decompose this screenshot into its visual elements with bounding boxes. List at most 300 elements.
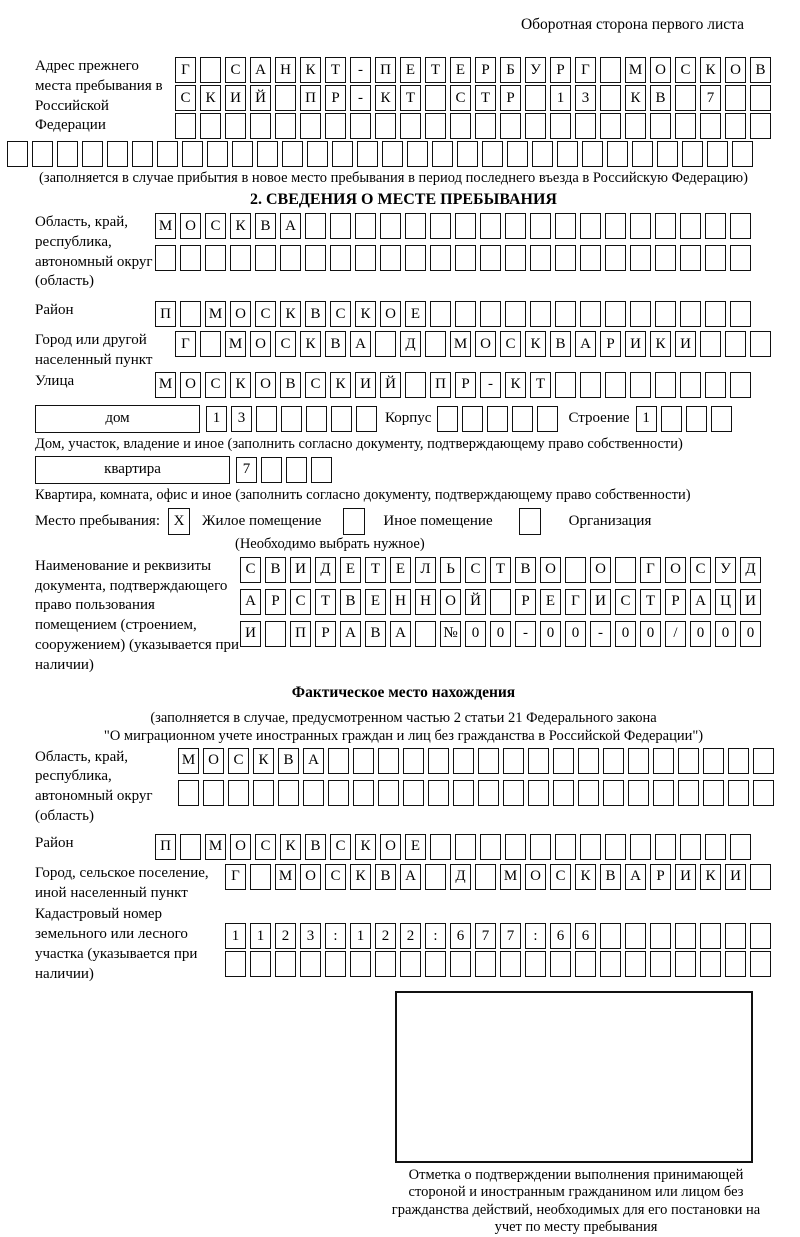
char-cell[interactable] [705, 245, 726, 271]
char-cell[interactable] [750, 85, 771, 111]
char-cell[interactable] [261, 457, 282, 483]
char-cell[interactable] [505, 245, 526, 271]
char-cell[interactable] [490, 589, 511, 615]
char-cell[interactable] [550, 113, 571, 139]
char-cell[interactable]: Т [425, 57, 446, 83]
char-cell[interactable]: С [205, 213, 226, 239]
char-cell[interactable] [528, 748, 549, 774]
stay-type-checkbox-organization[interactable] [519, 508, 541, 535]
char-cell[interactable] [453, 748, 474, 774]
char-cell[interactable] [482, 141, 503, 167]
char-cell[interactable] [625, 113, 646, 139]
char-cell[interactable] [306, 406, 327, 432]
char-cell[interactable]: Ц [715, 589, 736, 615]
char-cell[interactable] [550, 951, 571, 977]
char-cell[interactable]: П [430, 372, 451, 398]
char-cell[interactable]: С [690, 557, 711, 583]
char-cell[interactable]: И [625, 331, 646, 357]
char-cell[interactable] [250, 951, 271, 977]
char-cell[interactable] [705, 372, 726, 398]
char-cell[interactable] [405, 372, 426, 398]
char-cell[interactable] [300, 113, 321, 139]
char-cell[interactable] [503, 780, 524, 806]
char-cell[interactable]: 2 [400, 923, 421, 949]
char-cell[interactable]: О [540, 557, 561, 583]
char-cell[interactable] [178, 780, 199, 806]
char-cell[interactable]: Т [315, 589, 336, 615]
char-cell[interactable] [512, 406, 533, 432]
char-cell[interactable]: Т [325, 57, 346, 83]
char-cell[interactable]: Д [740, 557, 761, 583]
char-cell[interactable]: : [325, 923, 346, 949]
char-cell[interactable] [528, 780, 549, 806]
char-cell[interactable]: 0 [740, 621, 761, 647]
char-cell[interactable] [525, 113, 546, 139]
char-cell[interactable]: Е [390, 557, 411, 583]
char-cell[interactable] [505, 213, 526, 239]
char-cell[interactable]: С [255, 301, 276, 327]
char-cell[interactable]: Б [500, 57, 521, 83]
char-cell[interactable]: К [575, 864, 596, 890]
char-cell[interactable] [680, 301, 701, 327]
char-cell[interactable] [425, 85, 446, 111]
char-cell[interactable]: Д [450, 864, 471, 890]
char-cell[interactable]: С [255, 834, 276, 860]
char-cell[interactable] [205, 245, 226, 271]
char-cell[interactable]: О [475, 331, 496, 357]
char-cell[interactable] [700, 951, 721, 977]
char-cell[interactable]: О [725, 57, 746, 83]
char-cell[interactable] [455, 834, 476, 860]
char-cell[interactable]: Т [530, 372, 551, 398]
char-cell[interactable] [555, 301, 576, 327]
char-cell[interactable] [680, 834, 701, 860]
char-cell[interactable]: Т [365, 557, 386, 583]
char-cell[interactable] [607, 141, 628, 167]
char-cell[interactable] [705, 834, 726, 860]
char-cell[interactable]: Е [405, 834, 426, 860]
char-cell[interactable] [400, 113, 421, 139]
char-cell[interactable] [630, 213, 651, 239]
char-cell[interactable]: О [440, 589, 461, 615]
char-cell[interactable]: № [440, 621, 461, 647]
char-cell[interactable] [580, 372, 601, 398]
char-cell[interactable] [530, 245, 551, 271]
char-cell[interactable]: Н [390, 589, 411, 615]
char-cell[interactable] [728, 780, 749, 806]
char-cell[interactable]: Р [500, 85, 521, 111]
char-cell[interactable]: 2 [275, 923, 296, 949]
char-cell[interactable] [603, 780, 624, 806]
char-cell[interactable] [725, 113, 746, 139]
char-cell[interactable] [331, 406, 352, 432]
char-cell[interactable] [582, 141, 603, 167]
char-cell[interactable]: 1 [225, 923, 246, 949]
char-cell[interactable] [265, 621, 286, 647]
char-cell[interactable] [650, 113, 671, 139]
char-cell[interactable]: Г [565, 589, 586, 615]
char-cell[interactable] [280, 245, 301, 271]
char-cell[interactable] [307, 141, 328, 167]
char-cell[interactable]: И [725, 864, 746, 890]
char-cell[interactable]: 3 [575, 85, 596, 111]
char-cell[interactable] [630, 245, 651, 271]
char-cell[interactable] [180, 834, 201, 860]
char-cell[interactable] [425, 113, 446, 139]
char-cell[interactable]: В [255, 213, 276, 239]
char-cell[interactable] [275, 113, 296, 139]
char-cell[interactable] [750, 923, 771, 949]
char-cell[interactable] [615, 557, 636, 583]
char-cell[interactable] [655, 834, 676, 860]
apartment-box[interactable]: квартира [35, 456, 230, 484]
char-cell[interactable] [680, 245, 701, 271]
char-cell[interactable]: Р [650, 864, 671, 890]
char-cell[interactable] [378, 780, 399, 806]
char-cell[interactable] [675, 923, 696, 949]
char-cell[interactable]: П [300, 85, 321, 111]
char-cell[interactable] [530, 213, 551, 239]
char-cell[interactable]: О [203, 748, 224, 774]
char-cell[interactable]: И [225, 85, 246, 111]
char-cell[interactable] [653, 780, 674, 806]
char-cell[interactable]: О [525, 864, 546, 890]
char-cell[interactable] [703, 748, 724, 774]
char-cell[interactable]: Р [515, 589, 536, 615]
char-cell[interactable]: Р [475, 57, 496, 83]
char-cell[interactable] [532, 141, 553, 167]
char-cell[interactable] [330, 245, 351, 271]
char-cell[interactable] [475, 951, 496, 977]
char-cell[interactable] [353, 780, 374, 806]
char-cell[interactable] [375, 951, 396, 977]
char-cell[interactable] [700, 923, 721, 949]
char-cell[interactable]: 0 [715, 621, 736, 647]
char-cell[interactable]: К [200, 85, 221, 111]
char-cell[interactable] [686, 406, 707, 432]
char-cell[interactable] [725, 85, 746, 111]
char-cell[interactable] [605, 213, 626, 239]
char-cell[interactable] [200, 113, 221, 139]
char-cell[interactable]: К [280, 301, 301, 327]
char-cell[interactable]: 6 [550, 923, 571, 949]
char-cell[interactable]: Л [415, 557, 436, 583]
char-cell[interactable]: Е [450, 57, 471, 83]
char-cell[interactable]: 1 [636, 406, 657, 432]
char-cell[interactable] [678, 780, 699, 806]
char-cell[interactable]: О [300, 864, 321, 890]
char-cell[interactable] [403, 780, 424, 806]
char-cell[interactable]: Й [465, 589, 486, 615]
char-cell[interactable] [457, 141, 478, 167]
char-cell[interactable]: О [255, 372, 276, 398]
char-cell[interactable]: О [230, 834, 251, 860]
stay-type-checkbox-residential[interactable]: X [168, 508, 190, 535]
char-cell[interactable] [478, 748, 499, 774]
char-cell[interactable] [182, 141, 203, 167]
char-cell[interactable]: - [350, 57, 371, 83]
char-cell[interactable]: А [280, 213, 301, 239]
char-cell[interactable]: 0 [540, 621, 561, 647]
char-cell[interactable] [200, 57, 221, 83]
char-cell[interactable] [725, 331, 746, 357]
char-cell[interactable] [180, 245, 201, 271]
char-cell[interactable]: С [205, 372, 226, 398]
char-cell[interactable] [281, 406, 302, 432]
char-cell[interactable]: В [550, 331, 571, 357]
char-cell[interactable] [325, 951, 346, 977]
char-cell[interactable] [650, 951, 671, 977]
char-cell[interactable]: С [615, 589, 636, 615]
char-cell[interactable] [707, 141, 728, 167]
char-cell[interactable]: К [230, 213, 251, 239]
char-cell[interactable]: 0 [615, 621, 636, 647]
char-cell[interactable] [600, 57, 621, 83]
char-cell[interactable]: С [325, 864, 346, 890]
char-cell[interactable] [730, 245, 751, 271]
char-cell[interactable] [430, 213, 451, 239]
char-cell[interactable]: А [340, 621, 361, 647]
char-cell[interactable] [657, 141, 678, 167]
char-cell[interactable] [378, 748, 399, 774]
char-cell[interactable]: К [300, 57, 321, 83]
char-cell[interactable]: М [178, 748, 199, 774]
char-cell[interactable]: Д [400, 331, 421, 357]
char-cell[interactable] [675, 951, 696, 977]
char-cell[interactable] [530, 834, 551, 860]
char-cell[interactable]: 7 [475, 923, 496, 949]
char-cell[interactable] [507, 141, 528, 167]
char-cell[interactable] [600, 85, 621, 111]
char-cell[interactable] [382, 141, 403, 167]
char-cell[interactable] [703, 780, 724, 806]
char-cell[interactable] [353, 748, 374, 774]
char-cell[interactable]: 7 [700, 85, 721, 111]
char-cell[interactable]: С [225, 57, 246, 83]
char-cell[interactable]: А [303, 748, 324, 774]
char-cell[interactable]: Р [665, 589, 686, 615]
char-cell[interactable]: А [240, 589, 261, 615]
char-cell[interactable] [305, 213, 326, 239]
char-cell[interactable] [328, 748, 349, 774]
char-cell[interactable]: У [715, 557, 736, 583]
char-cell[interactable] [661, 406, 682, 432]
char-cell[interactable] [625, 951, 646, 977]
char-cell[interactable] [478, 780, 499, 806]
char-cell[interactable] [107, 141, 128, 167]
char-cell[interactable]: С [330, 834, 351, 860]
char-cell[interactable] [555, 372, 576, 398]
char-cell[interactable]: - [515, 621, 536, 647]
char-cell[interactable]: П [155, 301, 176, 327]
char-cell[interactable] [680, 372, 701, 398]
char-cell[interactable] [630, 834, 651, 860]
char-cell[interactable] [682, 141, 703, 167]
char-cell[interactable] [203, 780, 224, 806]
char-cell[interactable]: - [350, 85, 371, 111]
char-cell[interactable] [155, 245, 176, 271]
char-cell[interactable]: К [375, 85, 396, 111]
char-cell[interactable] [475, 113, 496, 139]
char-cell[interactable]: П [290, 621, 311, 647]
char-cell[interactable] [375, 113, 396, 139]
char-cell[interactable] [232, 141, 253, 167]
char-cell[interactable]: / [665, 621, 686, 647]
char-cell[interactable]: К [300, 331, 321, 357]
char-cell[interactable]: В [365, 621, 386, 647]
char-cell[interactable] [530, 301, 551, 327]
char-cell[interactable] [555, 213, 576, 239]
char-cell[interactable]: 0 [465, 621, 486, 647]
char-cell[interactable]: К [280, 834, 301, 860]
char-cell[interactable] [628, 780, 649, 806]
char-cell[interactable]: К [230, 372, 251, 398]
char-cell[interactable] [480, 245, 501, 271]
char-cell[interactable] [357, 141, 378, 167]
char-cell[interactable]: К [505, 372, 526, 398]
char-cell[interactable] [430, 301, 451, 327]
char-cell[interactable] [700, 331, 721, 357]
char-cell[interactable]: 3 [231, 406, 252, 432]
char-cell[interactable] [432, 141, 453, 167]
char-cell[interactable] [578, 780, 599, 806]
char-cell[interactable]: Н [275, 57, 296, 83]
char-cell[interactable] [253, 780, 274, 806]
char-cell[interactable]: Г [575, 57, 596, 83]
char-cell[interactable]: К [350, 864, 371, 890]
char-cell[interactable] [675, 85, 696, 111]
char-cell[interactable] [580, 245, 601, 271]
char-cell[interactable] [230, 245, 251, 271]
char-cell[interactable] [630, 372, 651, 398]
char-cell[interactable] [450, 113, 471, 139]
char-cell[interactable] [678, 748, 699, 774]
char-cell[interactable]: Р [600, 331, 621, 357]
char-cell[interactable]: М [155, 372, 176, 398]
char-cell[interactable] [228, 780, 249, 806]
char-cell[interactable]: В [325, 331, 346, 357]
char-cell[interactable]: 0 [640, 621, 661, 647]
char-cell[interactable]: К [525, 331, 546, 357]
char-cell[interactable]: А [625, 864, 646, 890]
char-cell[interactable] [311, 457, 332, 483]
char-cell[interactable] [275, 85, 296, 111]
char-cell[interactable] [425, 331, 446, 357]
char-cell[interactable] [730, 372, 751, 398]
char-cell[interactable] [753, 748, 774, 774]
char-cell[interactable] [57, 141, 78, 167]
char-cell[interactable] [275, 951, 296, 977]
char-cell[interactable]: О [250, 331, 271, 357]
char-cell[interactable]: 6 [575, 923, 596, 949]
char-cell[interactable]: В [750, 57, 771, 83]
char-cell[interactable]: В [278, 748, 299, 774]
char-cell[interactable] [455, 213, 476, 239]
char-cell[interactable]: 1 [350, 923, 371, 949]
char-cell[interactable] [575, 951, 596, 977]
char-cell[interactable] [356, 406, 377, 432]
char-cell[interactable] [630, 301, 651, 327]
char-cell[interactable] [430, 834, 451, 860]
char-cell[interactable]: М [625, 57, 646, 83]
char-cell[interactable]: 1 [250, 923, 271, 949]
char-cell[interactable] [580, 213, 601, 239]
char-cell[interactable] [725, 951, 746, 977]
char-cell[interactable] [605, 372, 626, 398]
char-cell[interactable] [207, 141, 228, 167]
char-cell[interactable] [675, 113, 696, 139]
char-cell[interactable]: К [700, 864, 721, 890]
char-cell[interactable]: И [740, 589, 761, 615]
char-cell[interactable] [278, 780, 299, 806]
char-cell[interactable] [728, 748, 749, 774]
char-cell[interactable]: 6 [450, 923, 471, 949]
char-cell[interactable]: 3 [300, 923, 321, 949]
char-cell[interactable] [487, 406, 508, 432]
char-cell[interactable]: И [290, 557, 311, 583]
char-cell[interactable]: И [240, 621, 261, 647]
char-cell[interactable] [250, 113, 271, 139]
char-cell[interactable] [480, 834, 501, 860]
char-cell[interactable]: С [550, 864, 571, 890]
char-cell[interactable] [180, 301, 201, 327]
char-cell[interactable]: Р [550, 57, 571, 83]
char-cell[interactable] [303, 780, 324, 806]
char-cell[interactable] [537, 406, 558, 432]
char-cell[interactable]: К [650, 331, 671, 357]
char-cell[interactable]: А [250, 57, 271, 83]
char-cell[interactable] [450, 951, 471, 977]
char-cell[interactable]: С [290, 589, 311, 615]
char-cell[interactable]: Р [265, 589, 286, 615]
char-cell[interactable] [555, 245, 576, 271]
char-cell[interactable]: П [375, 57, 396, 83]
char-cell[interactable] [655, 213, 676, 239]
char-cell[interactable] [553, 780, 574, 806]
char-cell[interactable] [403, 748, 424, 774]
char-cell[interactable]: А [390, 621, 411, 647]
char-cell[interactable] [82, 141, 103, 167]
char-cell[interactable]: Р [315, 621, 336, 647]
char-cell[interactable]: М [450, 331, 471, 357]
char-cell[interactable]: А [400, 864, 421, 890]
char-cell[interactable] [750, 113, 771, 139]
stay-type-checkbox-other[interactable] [343, 508, 365, 535]
char-cell[interactable]: 0 [565, 621, 586, 647]
char-cell[interactable]: К [253, 748, 274, 774]
char-cell[interactable]: Н [415, 589, 436, 615]
char-cell[interactable]: Т [490, 557, 511, 583]
char-cell[interactable]: С [330, 301, 351, 327]
char-cell[interactable] [250, 864, 271, 890]
char-cell[interactable] [650, 923, 671, 949]
char-cell[interactable] [453, 780, 474, 806]
char-cell[interactable]: : [525, 923, 546, 949]
char-cell[interactable]: О [180, 372, 201, 398]
char-cell[interactable] [553, 748, 574, 774]
char-cell[interactable] [355, 213, 376, 239]
char-cell[interactable] [655, 245, 676, 271]
char-cell[interactable]: Е [405, 301, 426, 327]
char-cell[interactable]: А [575, 331, 596, 357]
char-cell[interactable] [730, 301, 751, 327]
char-cell[interactable] [132, 141, 153, 167]
char-cell[interactable]: Е [400, 57, 421, 83]
char-cell[interactable]: 7 [500, 923, 521, 949]
char-cell[interactable]: П [155, 834, 176, 860]
char-cell[interactable]: Р [455, 372, 476, 398]
char-cell[interactable]: С [500, 331, 521, 357]
